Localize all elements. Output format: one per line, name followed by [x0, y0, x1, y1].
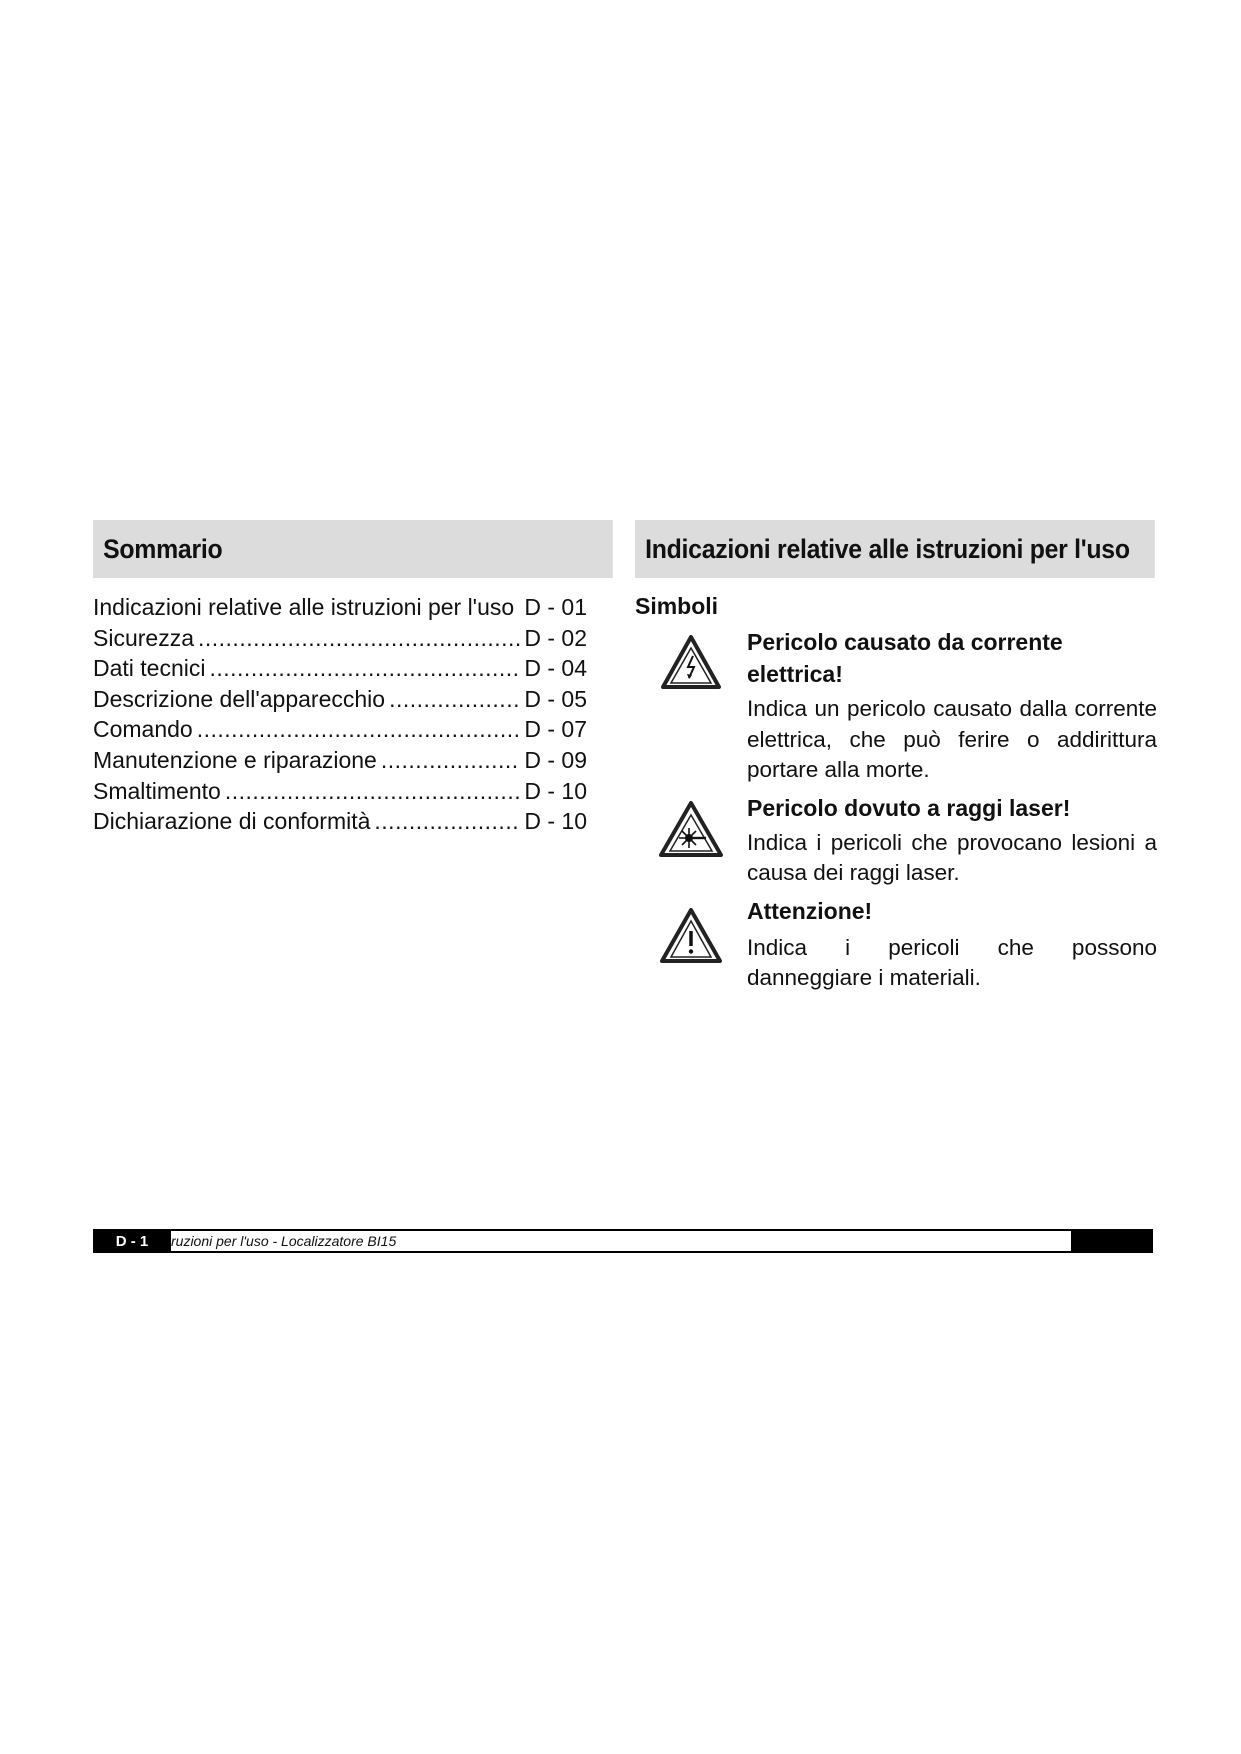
symbol-entry-electric	[635, 626, 1160, 786]
toc-heading: Sommario	[93, 520, 613, 578]
toc-item-title: Dati tecnici	[93, 655, 206, 682]
toc-leader-dots	[197, 714, 521, 745]
toc-leader-dots	[198, 623, 520, 654]
instructions-heading: Indicazioni relative alle istruzioni per l'uso	[635, 520, 1155, 578]
toc-item-page: D - 01	[524, 594, 587, 620]
toc-leader-dots	[209, 653, 520, 684]
symbol-title: Pericolo causato da corrente elettrica!	[747, 629, 1063, 687]
symbol-description: Indica i pericoli che possono danneggiare i materiali.	[747, 934, 1157, 990]
instructions-section	[635, 520, 1160, 994]
toc-leader-dots	[381, 745, 521, 776]
toc-leader-dots	[389, 684, 520, 715]
toc-item-page: D - 10	[524, 777, 587, 804]
toc-item[interactable]	[93, 653, 587, 684]
page-footer	[93, 1229, 1153, 1253]
footer-document-title	[171, 1231, 1071, 1251]
warning-icon	[635, 895, 747, 994]
table-of-contents	[93, 520, 613, 837]
toc-item-title: Indicazioni relative alle istruzioni per l'uso	[93, 594, 515, 620]
symbol-text	[747, 895, 1157, 994]
toc-leader-dots	[225, 776, 521, 807]
symbols-subheading: Simboli	[635, 593, 719, 619]
symbol-text	[747, 626, 1157, 786]
toc-item-page: D - 09	[524, 746, 587, 773]
toc-item-page: D - 05	[524, 685, 587, 712]
toc-item-page: D - 10	[524, 808, 587, 835]
toc-item-page: D - 04	[524, 655, 587, 682]
toc-item-title: Smaltimento	[93, 777, 221, 804]
toc-leader-dots	[518, 592, 520, 623]
symbol-title: Pericolo dovuto a raggi laser!	[747, 794, 1071, 821]
toc-item-title: Comando	[93, 716, 193, 743]
toc-item[interactable]	[93, 776, 587, 807]
toc-item[interactable]	[93, 592, 587, 623]
toc-item[interactable]	[93, 714, 587, 745]
symbol-description: Indica i pericoli che provocano lesioni a causa dei raggi laser.	[747, 829, 1157, 885]
symbol-entry-warning	[635, 895, 1160, 994]
toc-item-title: Sicurezza	[93, 624, 194, 651]
footer-document-title-text: ruzioni per l'uso - Localizzatore BI15	[171, 1233, 397, 1249]
toc-item[interactable]	[93, 623, 587, 654]
toc-leader-dots	[374, 806, 520, 837]
symbol-description: Indica un pericolo causato dalla corrente elettrica, che può ferire o addirittura portare alla morte.	[747, 696, 1157, 782]
electric-hazard-icon	[635, 626, 747, 786]
symbol-text	[747, 792, 1157, 889]
toc-item-page: D - 02	[524, 624, 587, 651]
toc-item-page: D - 07	[524, 716, 587, 743]
toc-list	[93, 592, 613, 837]
toc-item-title: Manutenzione e riparazione	[93, 746, 377, 773]
page-number: D - 1	[115, 1232, 149, 1250]
toc-item[interactable]	[93, 806, 587, 837]
toc-item-title: Dichiarazione di conformità	[93, 808, 371, 835]
toc-item[interactable]	[93, 684, 587, 715]
laser-hazard-icon	[635, 792, 747, 889]
toc-item[interactable]	[93, 745, 587, 776]
toc-item-title: Descrizione dell'apparecchio	[93, 685, 386, 712]
symbol-title: Attenzione!	[747, 897, 873, 924]
symbol-entry-laser	[635, 792, 1160, 889]
